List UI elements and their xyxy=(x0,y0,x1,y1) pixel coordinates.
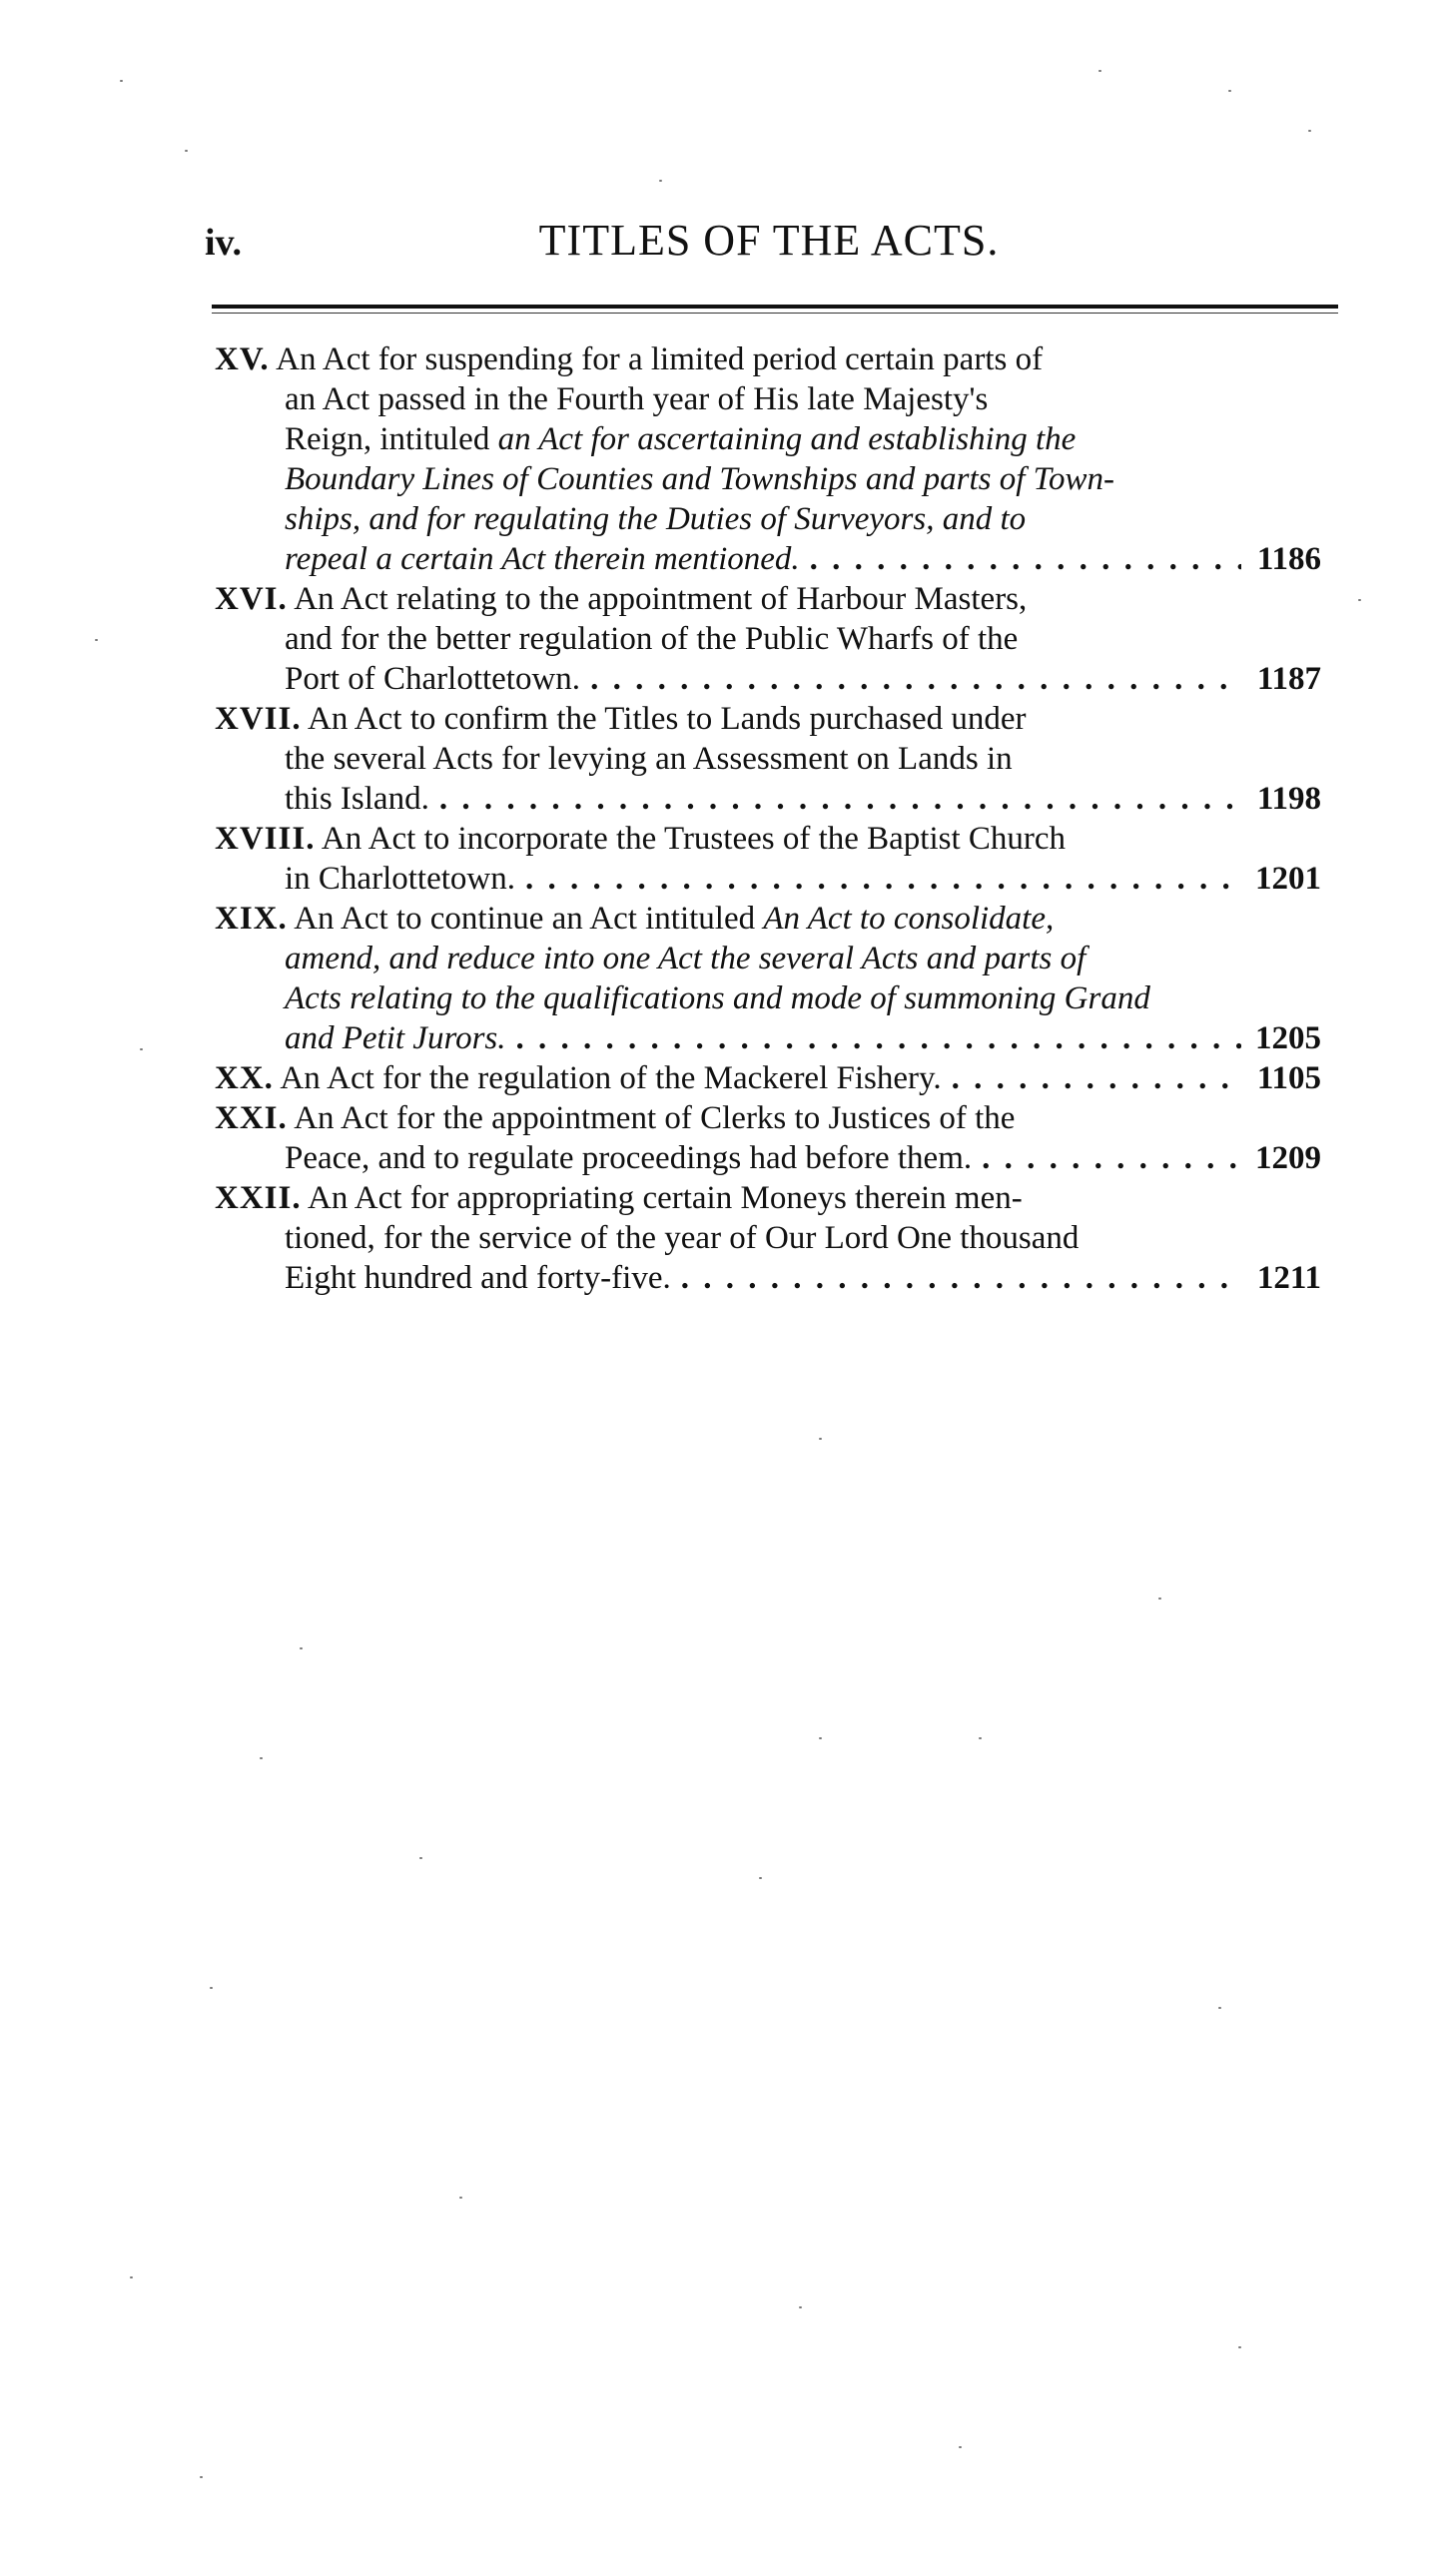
entry-text: An Act for the appointment of Clerks to Justices of the xyxy=(294,1100,1016,1136)
speck xyxy=(95,639,98,641)
entry-italic-text: Boundary Lines of Counties and Townships and parts of Town- xyxy=(285,461,1114,497)
toc-entry-xxii xyxy=(215,1178,1321,1298)
entry-text-wrap xyxy=(215,1058,942,1098)
toc-entry-xix xyxy=(215,899,1321,1058)
speck xyxy=(1158,1598,1161,1600)
entry-text: in Charlottetown. xyxy=(285,861,515,897)
entry-line xyxy=(215,1258,1321,1298)
speck xyxy=(959,2446,962,2448)
entry-italic-text: repeal a certain Act therein mentioned. xyxy=(285,541,800,577)
entry-italic-text: amend, and reduce into one Act the several Acts and parts of xyxy=(285,941,1087,976)
entry-line xyxy=(215,1098,1321,1138)
dot-leader xyxy=(681,1258,1241,1298)
speck xyxy=(210,1987,213,1989)
entry-text: An Act for the regulation of the Mackerel Fishery. xyxy=(280,1060,942,1096)
entry-italic-text: an Act for ascertaining and establishing the xyxy=(497,421,1077,457)
entry-page-number: 1105 xyxy=(1256,1060,1321,1096)
dot-leader xyxy=(525,859,1241,899)
speck xyxy=(819,1438,822,1440)
speck xyxy=(1098,70,1101,72)
entry-numeral: XX. xyxy=(215,1060,274,1096)
entry-text: An Act for suspending for a limited period certain parts of xyxy=(276,341,1044,377)
speck xyxy=(130,2276,133,2278)
entry-line xyxy=(215,1058,1321,1098)
toc-entry-xxi xyxy=(215,1098,1321,1178)
entry-line xyxy=(215,379,1321,419)
speck xyxy=(1238,2346,1241,2348)
toc-entry-xvi xyxy=(215,579,1321,699)
speck xyxy=(419,1857,422,1859)
page-title: TITLES OF THE ACTS. xyxy=(538,216,1000,265)
page-number: iv. xyxy=(205,222,242,264)
entry-text: tioned, for the service of the year of Our Lord One thousand xyxy=(285,1220,1080,1256)
entry-line xyxy=(215,499,1321,539)
speck xyxy=(260,1757,263,1759)
dot-leader xyxy=(810,539,1241,579)
speck xyxy=(1358,599,1361,601)
speck xyxy=(459,2197,462,2199)
entry-numeral: XVI. xyxy=(215,581,288,617)
entry-page-number: 1201 xyxy=(1255,861,1321,897)
entry-text: Eight hundred and forty-five. xyxy=(285,1260,671,1296)
entry-line xyxy=(215,859,1321,899)
entry-numeral: XXII. xyxy=(215,1180,302,1216)
speck xyxy=(1228,90,1231,92)
speck xyxy=(185,150,188,152)
dot-leader xyxy=(982,1138,1241,1178)
entry-line xyxy=(215,1218,1321,1258)
toc-entry-xvii xyxy=(215,699,1321,819)
entry-page-number: 1198 xyxy=(1256,781,1321,817)
speck xyxy=(799,2306,802,2308)
speck xyxy=(979,1737,982,1739)
entry-page-number: 1186 xyxy=(1256,541,1321,577)
entry-italic-text: An Act to consolidate, xyxy=(763,901,1055,937)
speck xyxy=(140,1048,143,1050)
speck xyxy=(200,2476,203,2478)
entry-text: and for the better regulation of the Public Wharfs of the xyxy=(285,621,1019,657)
entry-text: an Act passed in the Fourth year of His late Majesty's xyxy=(285,381,989,417)
toc-entry-xx xyxy=(215,1058,1321,1098)
entry-text: the several Acts for levying an Assessment on Lands in xyxy=(285,741,1013,777)
entry-text: this Island. xyxy=(285,781,429,817)
speck xyxy=(300,1647,303,1649)
entry-italic-text: ships, and for regulating the Duties of Surveyors, and to xyxy=(285,501,1027,537)
speck xyxy=(759,1877,762,1879)
dot-leader xyxy=(439,779,1241,819)
entry-line xyxy=(215,779,1321,819)
entry-line xyxy=(215,699,1321,739)
dot-leader xyxy=(516,1018,1241,1058)
entry-line xyxy=(215,1178,1321,1218)
toc-entry-xviii xyxy=(215,819,1321,899)
entry-text: Port of Charlottetown. xyxy=(285,661,581,697)
entry-numeral: XXI. xyxy=(215,1100,288,1136)
speck xyxy=(120,80,123,82)
speck xyxy=(1218,2007,1221,2009)
entry-text: An Act for appropriating certain Moneys therein men- xyxy=(308,1180,1023,1216)
entry-line xyxy=(215,659,1321,699)
entry-line xyxy=(215,899,1321,939)
entry-numeral: XVIII. xyxy=(215,821,316,857)
entry-text: An Act relating to the appointment of Harbour Masters, xyxy=(294,581,1028,617)
entry-text: An Act to continue an Act intituled xyxy=(294,901,756,937)
entry-line xyxy=(215,978,1321,1018)
entry-line xyxy=(215,459,1321,499)
entry-line xyxy=(215,939,1321,978)
entry-line xyxy=(215,339,1321,379)
entry-line xyxy=(215,539,1321,579)
entry-line xyxy=(215,579,1321,619)
dot-leader xyxy=(590,659,1241,699)
entry-text: Reign, intituled xyxy=(285,421,490,457)
entry-numeral: XVII. xyxy=(215,701,302,737)
entry-line xyxy=(215,1018,1321,1058)
toc-entry-xv xyxy=(215,339,1321,579)
header-rule-thin xyxy=(212,313,1338,314)
entry-line xyxy=(215,819,1321,859)
page-header xyxy=(205,215,1333,285)
dot-leader xyxy=(952,1058,1241,1098)
entry-line xyxy=(215,739,1321,779)
entry-line xyxy=(215,1138,1321,1178)
speck xyxy=(1308,130,1311,132)
entry-page-number: 1205 xyxy=(1255,1020,1321,1056)
speck xyxy=(819,1737,822,1739)
entry-page-number: 1187 xyxy=(1256,661,1321,697)
entry-text: An Act to confirm the Titles to Lands purchased under xyxy=(308,701,1027,737)
entry-numeral: XV. xyxy=(215,341,270,377)
entry-text: Peace, and to regulate proceedings had before them. xyxy=(285,1140,973,1176)
entry-numeral: XIX. xyxy=(215,901,288,937)
acts-table-of-contents xyxy=(215,339,1321,1298)
entry-italic-text: Acts relating to the qualifications and mode of summoning Grand xyxy=(285,980,1150,1016)
header-rule-thick xyxy=(212,305,1338,309)
entry-italic-text: and Petit Jurors. xyxy=(285,1020,506,1056)
entry-line xyxy=(215,419,1321,459)
entry-page-number: 1209 xyxy=(1255,1140,1321,1176)
entry-line xyxy=(215,619,1321,659)
speck xyxy=(659,180,662,182)
entry-page-number: 1211 xyxy=(1256,1260,1321,1296)
entry-text: An Act to incorporate the Trustees of the Baptist Church xyxy=(321,821,1067,857)
